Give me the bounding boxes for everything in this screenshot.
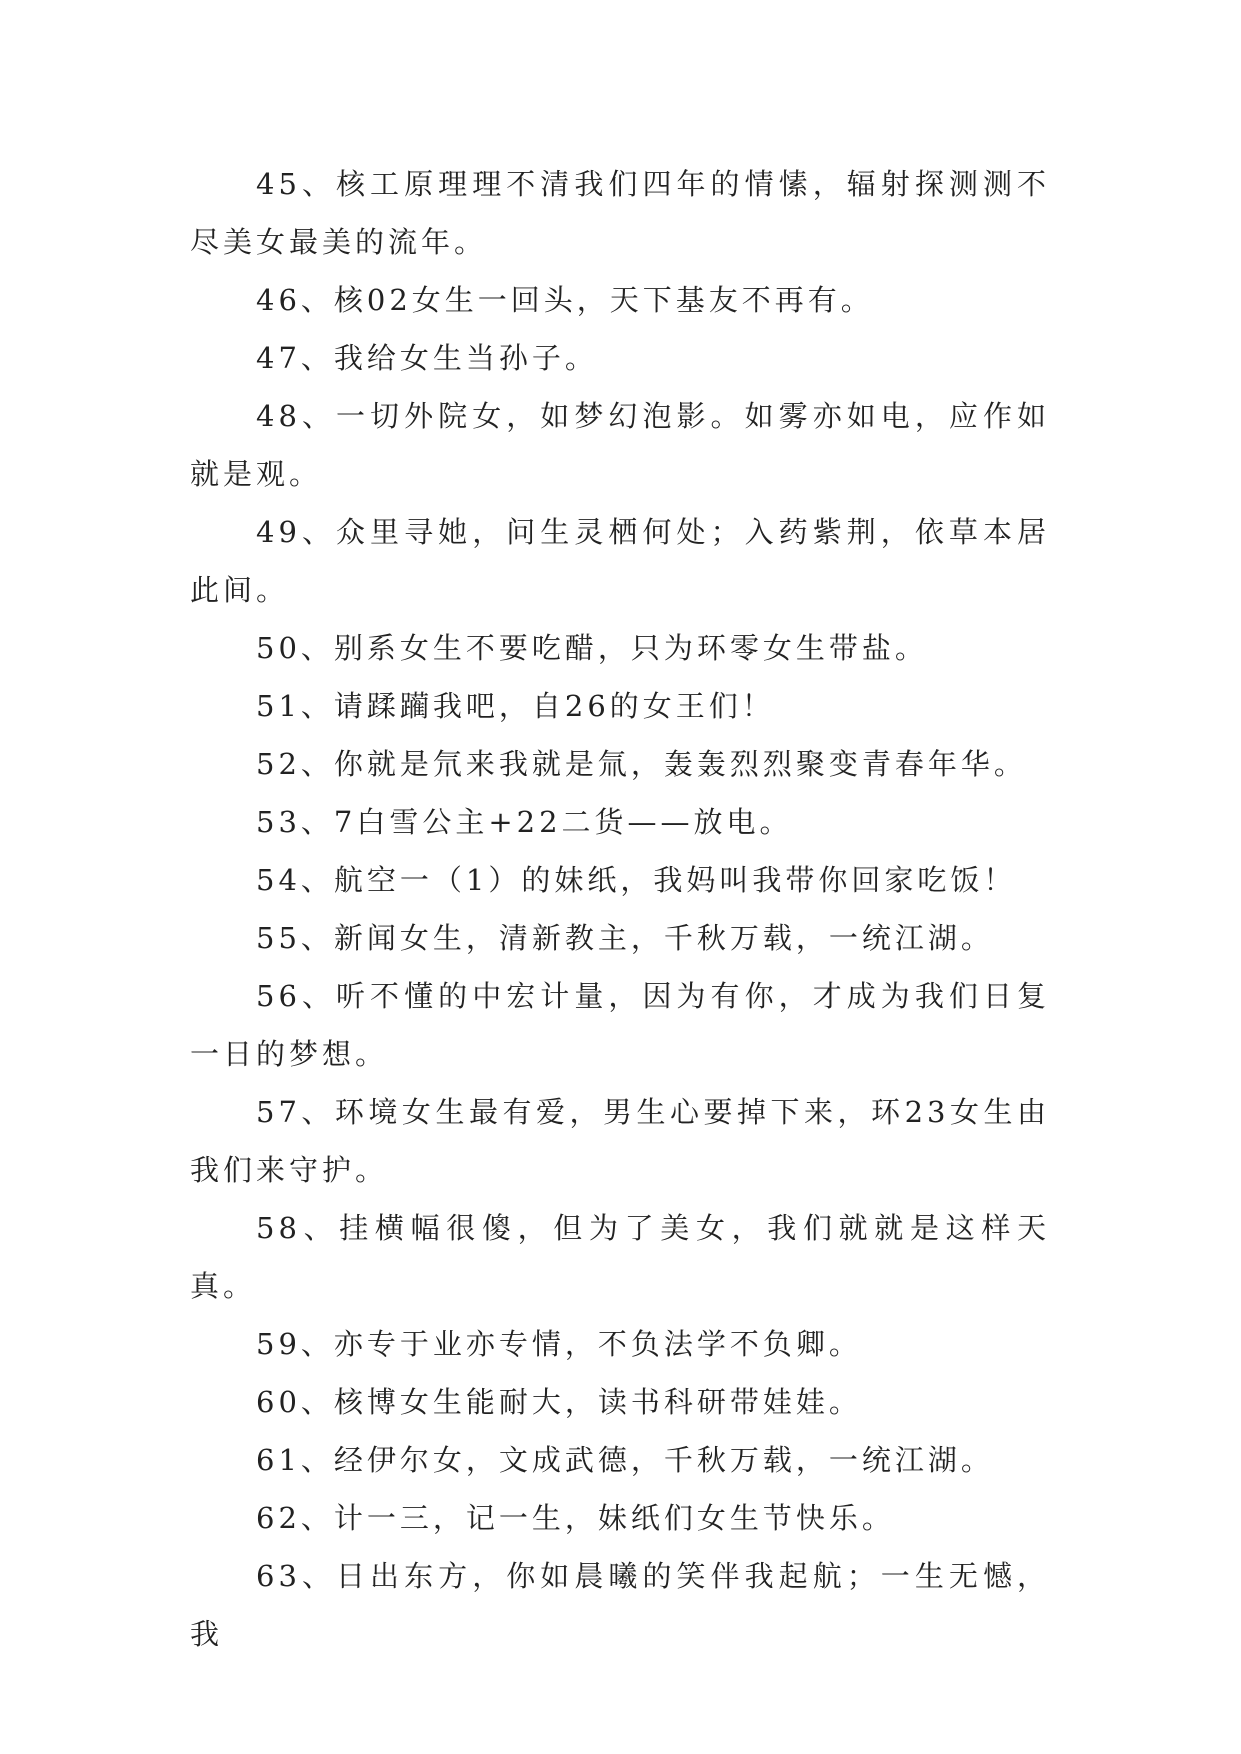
paragraph-62: 62、计一三，记一生，妹纸们女生节快乐。 bbox=[256, 1501, 895, 1535]
paragraph-58: 58、挂横幅很傻，但为了美女，我们就就是这样天真。 bbox=[190, 1211, 1050, 1303]
paragraph-61: 61、经伊尔女，文成武德，千秋万载，一统江湖。 bbox=[256, 1443, 994, 1477]
paragraph-59: 59、亦专于业亦专情，不负法学不负卿。 bbox=[256, 1327, 862, 1361]
paragraph-55: 55、新闻女生，清新教主，千秋万载，一统江湖。 bbox=[256, 921, 994, 955]
paragraph-57: 57、环境女生最有爱，男生心要掉下来，环23女生由我们来守护。 bbox=[190, 1095, 1050, 1187]
paragraph-60: 60、核博女生能耐大，读书科研带娃娃。 bbox=[256, 1385, 862, 1419]
paragraph-50: 50、别系女生不要吃醋，只为环零女生带盐。 bbox=[256, 631, 928, 665]
paragraph-47: 47、我给女生当孙子。 bbox=[256, 341, 598, 375]
paragraph-48: 48、一切外院女，如梦幻泡影。如雾亦如电，应作如就是观。 bbox=[190, 399, 1050, 491]
paragraph-51: 51、请蹂躏我吧，自26的女王们！ bbox=[256, 689, 775, 723]
document-body bbox=[190, 155, 1050, 1663]
paragraph-52: 52、你就是氘来我就是氚，轰轰烈烈聚变青春年华。 bbox=[256, 747, 1027, 781]
paragraph-53: 53、7白雪公主+22二货——放电。 bbox=[256, 805, 793, 839]
paragraph-56: 56、听不懂的中宏计量，因为有你，才成为我们日复一日的梦想。 bbox=[190, 979, 1050, 1071]
paragraph-54: 54、航空一（1）的妹纸，我妈叫我带你回家吃饭！ bbox=[256, 863, 1017, 897]
paragraph-63: 63、日出东方，你如晨曦的笑伴我起航；一生无憾，我 bbox=[190, 1559, 1050, 1651]
paragraph-45: 45、核工原理理不清我们四年的情愫，辐射探测测不尽美女最美的流年。 bbox=[190, 167, 1050, 259]
paragraph-49: 49、众里寻她，问生灵栖何处；入药紫荆，依草本居此间。 bbox=[190, 515, 1050, 607]
paragraph-46: 46、核02女生一回头，天下基友不再有。 bbox=[256, 283, 874, 317]
